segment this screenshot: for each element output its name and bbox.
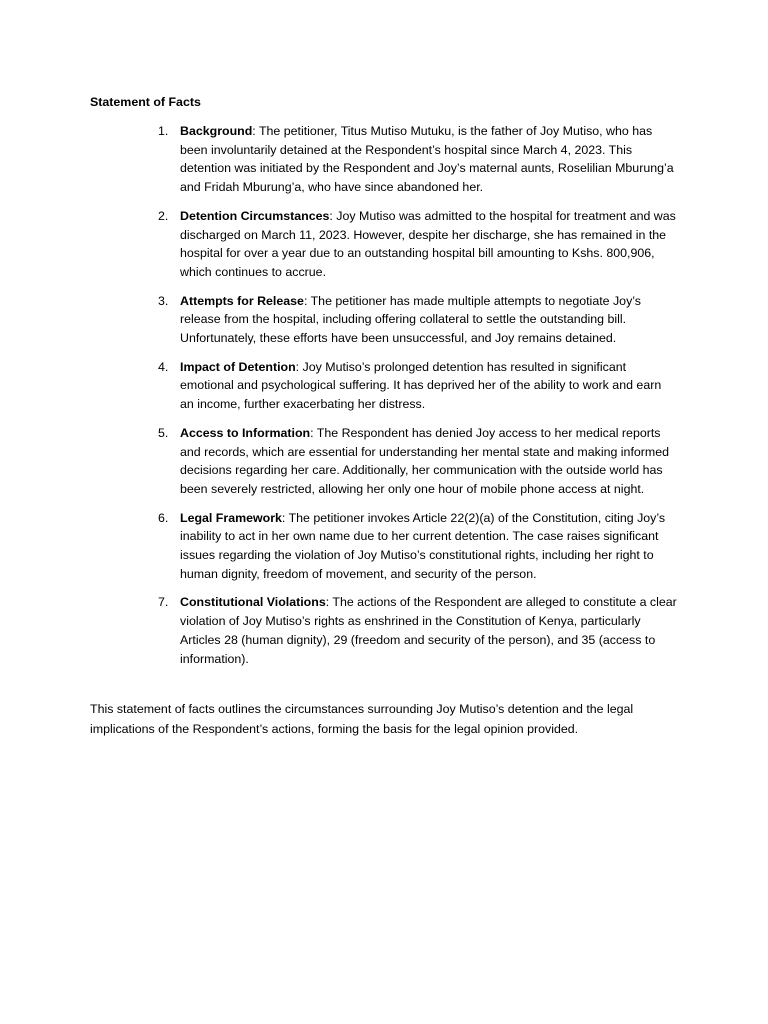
facts-list [0, 122, 768, 678]
fact-title: Detention Circumstances [180, 208, 330, 223]
fact-number: 1. [158, 124, 169, 138]
fact-title: Legal Framework [180, 510, 282, 525]
fact-text: : Joy Mutiso’s prolonged detention has resulted in significant emotional and psychological suffering. It has deprived her of the ability to work and earn an income, further exacerbating her distress. [180, 359, 662, 412]
fact-title: Impact of Detention [180, 359, 296, 374]
fact-text: : The petitioner, Titus Mutiso Mutuku, is the father of Joy Mutiso, who has been involuntarily detained at the Respondent’s hospital since March 4, 2023. This detention was initiated by the Respondent and Joy’s maternal aunts, Roselilian Mburung’a and Fridah Mburung’a, who have since abandoned her. [180, 124, 674, 195]
section-heading: Statement of Facts [90, 95, 201, 109]
fact-text: : Joy Mutiso was admitted to the hospital for treatment and was discharged on March 11, 2023. However, despite her discharge, she has remained in the hospital for over a year due to an outstanding hospital bill amounting to Kshs. 800,906, which continues to accrue. [180, 208, 676, 279]
fact-text: : The Respondent has denied Joy access to her medical reports and records, which are essential for understanding her mental state and making informed decisions regarding her care. Additionally, her communication with the outside world has been severely restricted, allowing her only one hour of mobile phone access at night. [180, 425, 670, 496]
fact-item-access-to-information [0, 424, 678, 499]
fact-title: Access to Information [180, 425, 311, 440]
fact-number: 6. [158, 510, 169, 525]
fact-title: Constitutional Violations [180, 595, 326, 610]
fact-item-attempts-for-release [0, 292, 678, 348]
fact-item-constitutional-violations [0, 593, 678, 668]
fact-number: 3. [158, 293, 169, 308]
fact-number: 4. [158, 359, 169, 374]
fact-text: : The actions of the Respondent are alleged to constitute a clear violation of Joy Mutiso’s rights as enshrined in the Constitution of Kenya, particularly Articles 28 (human dignity), 29 (freedom and security of the person), and 35 (access to information). [180, 595, 677, 666]
fact-number: 7. [158, 595, 169, 610]
fact-title: Background [180, 124, 253, 138]
fact-item-detention-circumstances [0, 207, 678, 282]
fact-title: Attempts for Release [180, 293, 304, 308]
fact-item-background [0, 122, 678, 197]
fact-number: 2. [158, 208, 169, 223]
fact-number: 5. [158, 425, 169, 440]
fact-text: : The petitioner invokes Article 22(2)(a) of the Constitution, citing Joy’s inability to act in her own name due to her current detention. The case raises significant issues regarding the violation of Joy Mutiso’s constitutional rights, including her right to human dignity, freedom of movement, and security of the person. [180, 510, 666, 581]
fact-item-impact-of-detention [0, 358, 678, 414]
closing-paragraph: This statement of facts outlines the circumstances surrounding Joy Mutiso’s detention and the legal implications of the Respondent’s actions, forming the basis for the legal opinion provided. [90, 702, 634, 736]
fact-item-legal-framework [0, 509, 678, 584]
fact-text: : The petitioner has made multiple attempts to negotiate Joy’s release from the hospital, including offering collateral to settle the outstanding bill. Unfortunately, these efforts have been unsuccessful, and Joy remains detained. [180, 293, 641, 346]
